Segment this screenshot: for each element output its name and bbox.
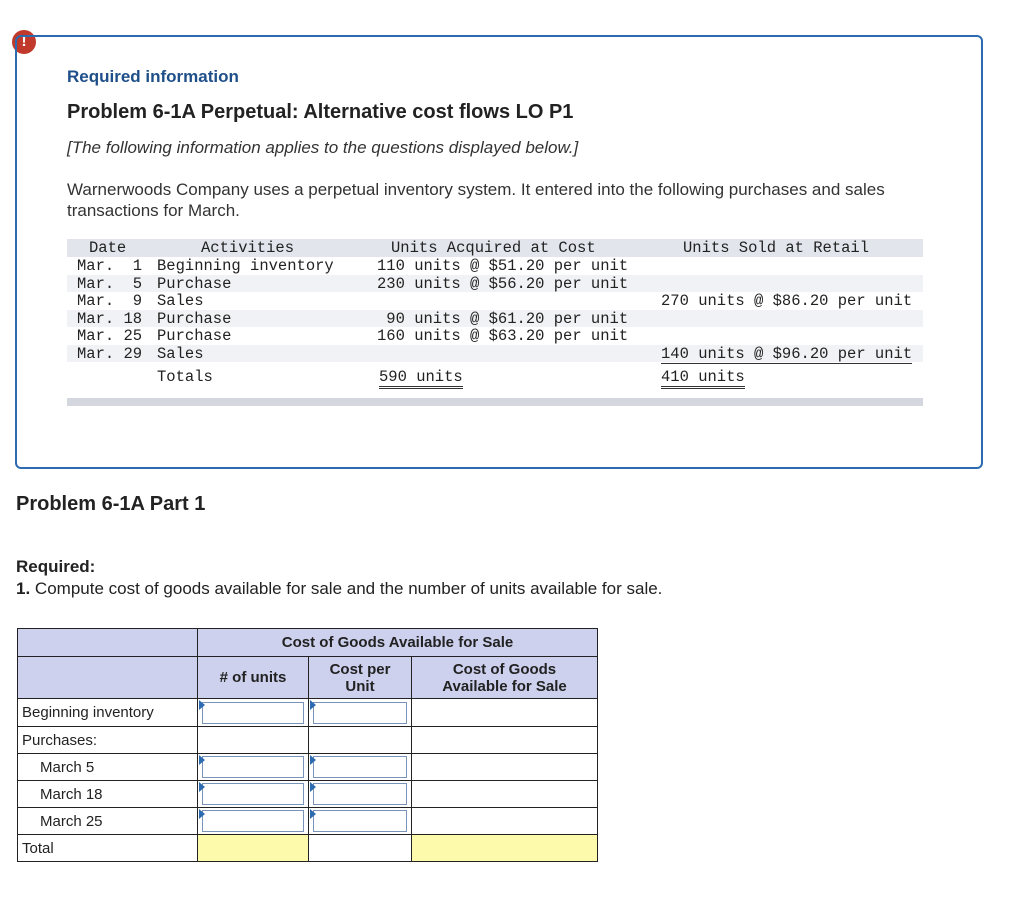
header-units-sold: Units Sold at Retail [683, 239, 870, 257]
row-activity: Purchase [157, 327, 232, 345]
required-information-title: Required information [67, 67, 239, 86]
purchases-units-cell [198, 727, 309, 754]
col-units-header: # of units [198, 657, 309, 699]
beginning-cost-cell [309, 699, 412, 727]
dropdown-marker-icon [199, 755, 205, 765]
required-label: Required: [16, 557, 96, 576]
problem-description: Warnerwoods Company uses a perpetual inventory system. It entered into the following purchases and sales transactions for March. [67, 180, 885, 220]
march18-cost-cell [309, 781, 412, 808]
totals-sold: 410 units [661, 368, 745, 389]
row-sold: 140 units @ $96.20 per unit [661, 344, 913, 363]
table-row [67, 275, 923, 293]
inventory-transactions-table [67, 239, 923, 406]
row-date: Mar. 25 [77, 327, 143, 345]
total-units-cell[interactable] [198, 835, 309, 862]
march18-cost-input[interactable] [313, 783, 407, 805]
dropdown-marker-icon [199, 782, 205, 792]
purchases-cost-cell [309, 727, 412, 754]
row-activity: Purchase [157, 274, 232, 293]
col-total-line2: Available for Sale [442, 677, 567, 695]
part-title: Problem 6-1A Part 1 [16, 493, 206, 515]
row-activity: Purchase [157, 309, 232, 328]
row-date: Mar. 18 [77, 309, 143, 328]
dropdown-marker-icon [310, 809, 316, 819]
march5-total-cell [412, 754, 598, 781]
table-footer-bar [67, 398, 923, 406]
group-header: Cost of Goods Available for Sale [198, 629, 598, 657]
dropdown-marker-icon [310, 755, 316, 765]
total-cost-cell[interactable] [412, 835, 598, 862]
row-activity: Beginning inventory [157, 257, 334, 275]
blank-header-cell [18, 629, 198, 657]
col-cost-per-unit-header [309, 657, 412, 699]
info-note: [The following information applies to the questions displayed below.] [67, 138, 579, 157]
table-row [67, 310, 923, 328]
beginning-units-input[interactable] [202, 702, 304, 724]
row-label-total: Total [18, 835, 198, 862]
row-date: Mar. 1 [77, 257, 143, 275]
col-cost-per-line1: Cost per [329, 660, 391, 678]
beginning-cost-input[interactable] [313, 702, 407, 724]
totals-label: Totals [157, 368, 213, 386]
row-sold: 270 units @ $86.20 per unit [661, 292, 913, 310]
required-information-panel [15, 35, 983, 469]
row-label-march25: March 25 [18, 808, 198, 835]
dropdown-marker-icon [199, 809, 205, 819]
beginning-units-cell [198, 699, 309, 727]
purchases-total-cell [412, 727, 598, 754]
row-date: Mar. 29 [77, 344, 143, 363]
required-instruction-text: Compute cost of goods available for sale and the number of units available for sale. [34, 579, 663, 598]
row-date: Mar. 9 [77, 292, 143, 310]
march5-units-cell [198, 754, 309, 781]
march25-units-input[interactable] [202, 810, 304, 832]
total-cost-per-cell [309, 835, 412, 862]
row-activity: Sales [157, 344, 204, 363]
row-date: Mar. 5 [77, 274, 143, 293]
row-acquired: 160 units @ $63.20 per unit [377, 327, 629, 345]
row-acquired: 110 units @ $51.20 per unit [377, 257, 629, 275]
row-label-march5: March 5 [18, 754, 198, 781]
row-acquired: 230 units @ $56.20 per unit [377, 274, 629, 293]
blank-subheader-cell [18, 657, 198, 699]
march18-units-input[interactable] [202, 783, 304, 805]
march25-cost-input[interactable] [313, 810, 407, 832]
march25-total-cell [412, 808, 598, 835]
required-instruction [16, 579, 662, 599]
totals-acquired: 590 units [379, 368, 463, 389]
dropdown-marker-icon [199, 700, 205, 710]
march5-units-input[interactable] [202, 756, 304, 778]
header-units-acquired: Units Acquired at Cost [391, 239, 596, 257]
march5-cost-input[interactable] [313, 756, 407, 778]
col-total-line1: Cost of Goods [452, 660, 557, 678]
table-row [67, 345, 923, 363]
table-row [67, 292, 923, 310]
totals-row [67, 362, 923, 390]
problem-title: Problem 6-1A Perpetual: Alternative cost flows LO P1 [67, 101, 574, 123]
col-cost-per-line2: Unit [345, 677, 375, 695]
cost-of-goods-table [17, 628, 598, 862]
row-acquired: 90 units @ $61.20 per unit [377, 309, 629, 328]
col-total-cost-header [412, 657, 598, 699]
march18-units-cell [198, 781, 309, 808]
required-number: 1. [16, 579, 31, 598]
alert-icon: ! [12, 30, 36, 54]
table-row [67, 257, 923, 275]
header-activities: Activities [201, 239, 295, 257]
march25-units-cell [198, 808, 309, 835]
march18-total-cell [412, 781, 598, 808]
march5-cost-cell [309, 754, 412, 781]
inventory-table-header [67, 239, 923, 257]
row-label-purchases: Purchases: [18, 727, 198, 754]
row-label-beginning: Beginning inventory [18, 699, 198, 727]
row-activity: Sales [157, 292, 204, 310]
row-label-march18: March 18 [18, 781, 198, 808]
header-date: Date [89, 239, 127, 257]
dropdown-marker-icon [310, 782, 316, 792]
dropdown-marker-icon [310, 700, 316, 710]
march25-cost-cell [309, 808, 412, 835]
table-row [67, 327, 923, 345]
beginning-total-cell [412, 699, 598, 727]
